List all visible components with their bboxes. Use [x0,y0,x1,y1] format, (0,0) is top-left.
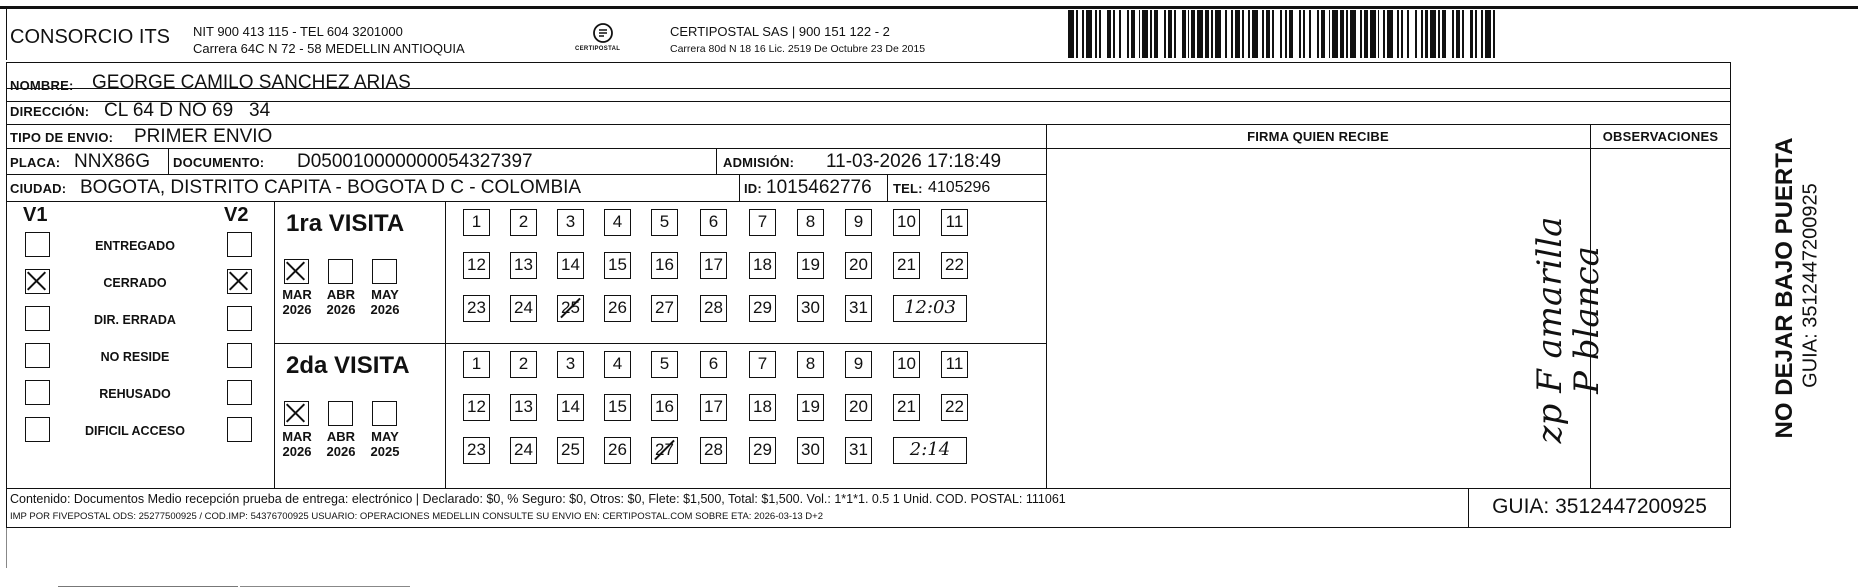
month-checkbox[interactable] [372,259,397,284]
v1-checkbox-3[interactable] [25,343,50,368]
day-box-14[interactable]: 14 [557,252,584,279]
month-checkbox[interactable] [328,259,353,284]
guia-box: GUIA: 3512447200925 [1492,495,1707,518]
day-box-28[interactable]: 28 [700,295,727,322]
tel-value: 4105296 [928,179,991,196]
id-label: ID: [744,181,762,196]
day-box-28[interactable]: 28 [700,437,727,464]
placa-label: PLACA: [10,155,61,170]
month-year: 2026 [326,444,356,459]
day-box-5[interactable]: 5 [651,351,678,378]
month-label [366,287,404,317]
month-year: 2026 [370,302,400,317]
id-value: 1015462776 [766,177,872,198]
barcode-space [1495,10,1499,58]
day-box-19[interactable]: 19 [797,252,824,279]
month-checkbox[interactable] [284,259,309,284]
ciudad-value: BOGOTA, DISTRITO CAPITA - BOGOTA D C - COLOMBIA [80,177,582,198]
day-box-25[interactable]: 25 [557,295,584,322]
bottom-rule [58,586,238,587]
month-year: 2026 [282,302,312,317]
month-label [366,429,404,459]
v2-checkbox-2[interactable] [227,306,252,331]
barcode [1068,10,1500,58]
v2-checkbox-4[interactable] [227,380,252,405]
certipostal-logo [573,22,633,56]
visit-title: 1ra VISITA [286,210,405,237]
day-box-12[interactable]: 12 [463,252,490,279]
row-line [6,124,1731,125]
day-box-18[interactable]: 18 [749,252,776,279]
visits-mid-line [274,343,1046,344]
day-box-22[interactable]: 22 [941,252,968,279]
day-box-30[interactable]: 30 [797,437,824,464]
day-box-15[interactable]: 15 [604,252,631,279]
direccion-value: CL 64 D NO 69 34 [104,100,271,121]
v2-checkbox-1[interactable] [227,269,252,294]
v2-checkbox-5[interactable] [227,417,252,442]
v2-checkbox-3[interactable] [227,343,252,368]
ciudad-label: CIUDAD: [10,181,67,196]
day-box-15[interactable]: 15 [604,394,631,421]
logo-text: CERTIPOSTAL [575,46,621,52]
day-box-19[interactable]: 19 [797,394,824,421]
courier-name: CERTIPOSTAL SAS | 900 151 122 - 2 [670,24,890,39]
month-name: MAY [371,429,399,444]
v1-checkbox-2[interactable] [25,306,50,331]
day-box-18[interactable]: 18 [749,394,776,421]
month-year: 2025 [370,444,400,459]
row-line [6,201,1046,202]
day-box-7[interactable]: 7 [749,351,776,378]
day-box-26[interactable]: 26 [604,295,631,322]
visits-divider [445,201,446,488]
day-box-4[interactable]: 4 [604,209,631,236]
day-box-26[interactable]: 26 [604,437,631,464]
day-box-11[interactable]: 11 [941,209,968,236]
day-box-6[interactable]: 6 [700,209,727,236]
day-box-11[interactable]: 11 [941,351,968,378]
company-nit: NIT 900 413 115 - TEL 604 3201000 [193,24,403,39]
day-box-31[interactable]: 31 [845,295,872,322]
company-address: Carrera 64C N 72 - 58 MEDELLIN ANTIOQUIA [193,41,465,56]
observation-handwriting-1: zp F amarilla [1530,216,1570,444]
status-label: DIR. ERRADA [94,313,176,327]
row-line [6,488,1731,489]
day-box-10[interactable]: 10 [893,209,920,236]
day-box-29[interactable]: 29 [749,437,776,464]
day-box-9[interactable]: 9 [845,209,872,236]
firma-header-line [1046,148,1731,149]
direccion-label: DIRECCIÓN: [10,104,90,119]
day-box-3[interactable]: 3 [557,351,584,378]
month-name: MAR [282,287,312,302]
month-name: MAR [282,429,312,444]
v1-checkbox-4[interactable] [25,380,50,405]
day-box-9[interactable]: 9 [845,351,872,378]
day-box-20[interactable]: 20 [845,394,872,421]
day-box-16[interactable]: 16 [651,252,678,279]
visit-time: 12:03 [893,295,967,322]
day-box-8[interactable]: 8 [797,351,824,378]
status-divider [274,201,275,488]
day-box-4[interactable]: 4 [604,351,631,378]
nombre-label: NOMBRE: [10,78,74,93]
firma-left-border [1046,124,1047,488]
day-box-10[interactable]: 10 [893,351,920,378]
tel-divider [887,174,888,201]
status-label: CERRADO [103,276,167,290]
documento-value: D050010000000054327397 [297,151,533,172]
day-box-6[interactable]: 6 [700,351,727,378]
day-box-22[interactable]: 22 [941,394,968,421]
day-box-21[interactable]: 21 [893,252,920,279]
status-label: DIFICIL ACCESO [84,424,185,438]
day-box-21[interactable]: 21 [893,394,920,421]
day-box-27[interactable]: 27 [651,437,678,464]
month-year: 2026 [326,302,356,317]
visit-time: 2:14 [893,437,967,464]
visit-title: 2da VISITA [286,352,410,379]
month-checkbox[interactable] [284,401,309,426]
v1-checkbox-0[interactable] [25,232,50,257]
admision-value: 11-03-2026 17:18:49 [826,151,1002,172]
observaciones-label: OBSERVACIONES [1602,129,1719,144]
v1-checkbox-5[interactable] [25,417,50,442]
firma-label: FIRMA QUIEN RECIBE [1247,129,1389,144]
admision-label: ADMISIÓN: [723,155,795,170]
footer-content: Contenido: Documentos Medio recepción prueba de entrega: electrónico | Declarado: $0, % Seguro: $0, Otros: $0, Flete: $1,500, Total: $1,500. Vol.: 1*1*1. 0.5 1 Unid. COD. POSTAL: 111061 [10,492,1066,506]
day-box-20[interactable]: 20 [845,252,872,279]
month-label [278,429,316,459]
day-box-23[interactable]: 23 [463,437,490,464]
month-checkbox[interactable] [372,401,397,426]
observation-handwriting-2: P blanca [1567,246,1607,394]
day-box-12[interactable]: 12 [463,394,490,421]
v2-checkbox-0[interactable] [227,232,252,257]
month-label [322,287,360,317]
status-label: NO RESIDE [100,350,170,364]
day-box-30[interactable]: 30 [797,295,824,322]
day-box-2[interactable]: 2 [510,209,537,236]
side-warning: NO DEJAR BAJO PUERTA [1771,137,1798,439]
month-checkbox[interactable] [328,401,353,426]
day-box-13[interactable]: 13 [510,252,537,279]
day-box-24[interactable]: 24 [510,437,537,464]
day-box-2[interactable]: 2 [510,351,537,378]
day-box-13[interactable]: 13 [510,394,537,421]
day-box-17[interactable]: 17 [700,394,727,421]
tipo-label: TIPO DE ENVIO: [10,130,114,145]
row-line [6,174,1046,175]
day-box-8[interactable]: 8 [797,209,824,236]
day-box-7[interactable]: 7 [749,209,776,236]
day-box-29[interactable]: 29 [749,295,776,322]
month-name: MAY [371,287,399,302]
bottom-rule [240,586,410,587]
day-box-25[interactable]: 25 [557,437,584,464]
day-box-17[interactable]: 17 [700,252,727,279]
v1-label: V1 [23,204,48,226]
placa-value: NNX86G [74,151,151,172]
month-year: 2026 [282,444,312,459]
status-label: ENTREGADO [95,239,175,253]
day-box-27[interactable]: 27 [651,295,678,322]
side-guia: GUIA: 3512447200925 [1799,183,1822,388]
month-label [278,287,316,317]
day-box-16[interactable]: 16 [651,394,678,421]
status-label: REHUSADO [99,387,171,401]
footer-print-info: IMP POR FIVEPOSTAL ODS: 25277500925 / COD.IMP: 54376700925 USUARIO: OPERACIONES MEDELLIN CONSULTE SU ENVIO EN: CERTIPOSTAL.COM SOBRE ETA: 2026-03-13 D+2 [10,511,823,522]
day-box-1[interactable]: 1 [463,351,490,378]
day-box-23[interactable]: 23 [463,295,490,322]
day-box-1[interactable]: 1 [463,209,490,236]
month-label [322,429,360,459]
nombre-value: GEORGE CAMILO SANCHEZ ARIAS [92,72,411,93]
day-box-24[interactable]: 24 [510,295,537,322]
month-name: ABR [326,429,356,444]
courier-address: Carrera 80d N 18 16 Lic. 2519 De Octubre 23 De 2015 [670,43,926,55]
v1-checkbox-1[interactable] [25,269,50,294]
day-box-14[interactable]: 14 [557,394,584,421]
admision-divider [716,148,717,174]
documento-label: DOCUMENTO: [173,155,265,170]
placa-divider [168,148,169,174]
id-divider [739,174,740,201]
day-box-31[interactable]: 31 [845,437,872,464]
v2-label: V2 [224,204,249,226]
tel-label: TEL: [893,181,923,196]
row-line [6,148,1046,149]
left-margin-line [6,528,7,568]
month-name: ABR [326,287,356,302]
day-box-3[interactable]: 3 [557,209,584,236]
day-box-5[interactable]: 5 [651,209,678,236]
company-name: CONSORCIO ITS [10,26,171,48]
tipo-value: PRIMER ENVIO [134,126,273,147]
